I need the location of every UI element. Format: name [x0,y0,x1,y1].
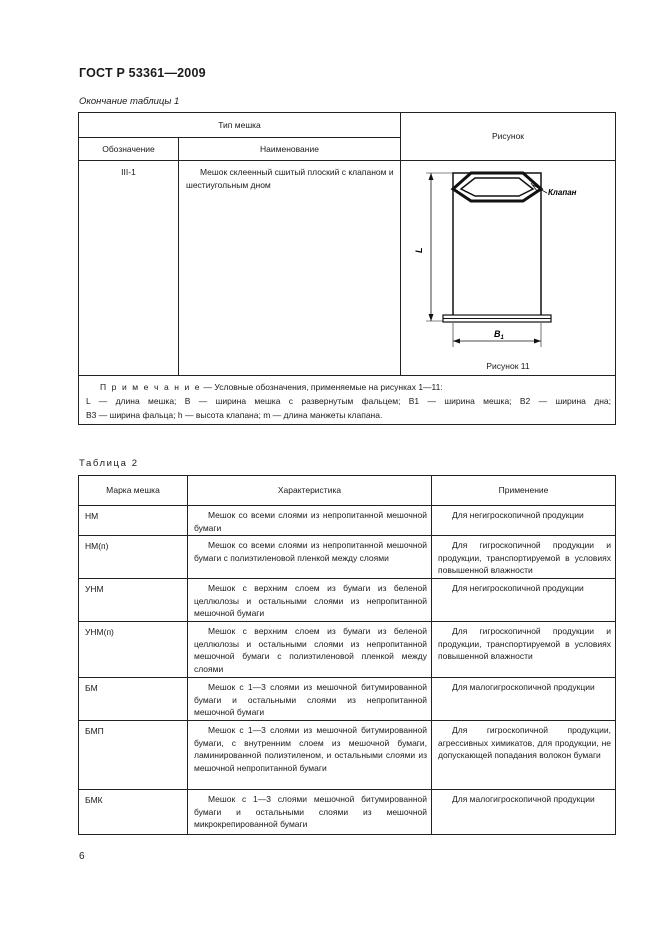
row-app: Для негигроскопичной продукции [432,506,616,536]
row-desc: Мешок со всеми слоями из непропитанной мешочной бумаги [188,506,432,536]
col-name-header: Наименование [179,138,401,161]
row-desc: Мешок с верхним слоем из бумаги из беленой целлюлозы и остальными слоями из непропитанной мешочной бумаги [188,579,432,622]
row-mark: УНМ [79,579,188,622]
table-row [79,622,616,678]
table-2 [78,475,616,835]
row-app: Для негигроскопичной продукции [432,579,616,622]
row-mark: НМ(п) [79,536,188,579]
table-row [79,721,616,790]
col-group-header: Тип мешка [79,113,401,138]
note-lead-text: — Условные обозначения, применяемые на рисунках 1—11: [201,382,443,392]
row-desc: Мешок со всеми слоями из непропитанной мешочной бумаги с полиэтиленовой пленкой между слоями [188,536,432,579]
row-app: Для малогигроскопичной продукции [432,678,616,721]
row-mark: БМК [79,790,188,835]
row-desc: Мешок с 1—3 слоями из мешочной битумированной бумаги и остальными слоями из непропитанной мешочной бумаги [188,678,432,721]
col-mark-header: Марка мешка [79,476,188,506]
row-mark: БМ [79,678,188,721]
table1-note [79,376,616,425]
bag-drawing [401,161,616,376]
callout-label: Клапан [548,188,577,197]
note-defs-line1: L — длина мешка; B — ширина мешка с развернутым фальцем; B1 — ширина мешка; B2 — ширина дна; [86,396,611,406]
dimension-b1-label: $B_1$ [494,329,504,341]
note-defs-line2: B3 — ширина фальца; h — высота клапана; m — длина манжеты клапана. [86,410,383,420]
table-row [79,678,616,721]
figure-cell [401,161,616,376]
row-app: Для гигроскопичной продукции, агрессивных химикатов, для продукции, не допускающей попадания волокон бумаги [432,721,616,790]
row-desc: Мешок с 1—3 слоями мешочной битумированной бумаги и остальными слоями из мешочной микрокрепированной бумаги [188,790,432,835]
row-app: Для гигроскопичной продукции и продукции, транспортируемой в условиях повышенной влажности [432,536,616,579]
row-mark: НМ [79,506,188,536]
table-row [79,579,616,622]
col-figure-header: Рисунок [401,113,616,161]
figure-label: Рисунок 11 [486,360,530,371]
row-desc: Мешок с верхним слоем из бумаги из беленой целлюлозы и остальными слоями из непропитанной мешочной бумаги с полиэтиленовой пленкой между слоями [188,622,432,678]
table2-caption: Таблица 2 [79,458,139,469]
row-app: Для малогигроскопичной продукции [432,790,616,835]
note-lead-word: П р и м е ч а н и е [100,382,202,392]
col-designation-header: Обозначение [79,138,179,161]
table-row [79,506,616,536]
document-header: ГОСТ Р 53361—2009 [79,66,206,80]
col-app-header: Применение [432,476,616,506]
page-number: 6 [79,851,85,862]
row-app: Для гигроскопичной продукции и продукции, транспортируемой в условиях повышенной влажности [432,622,616,678]
table-row [79,536,616,579]
table-1 [78,112,616,425]
row-name: Мешок склеенный сшитый плоский с клапаном и шестиугольным дном [179,161,401,376]
row-mark: БМП [79,721,188,790]
table-row [79,790,616,835]
row-desc: Мешок с 1—3 слоями из мешочной битумированной бумаги, с внутренним слоем из мешочной бумаги, ламинированной полиэтиленом, и остальными слоями из мешочной непропитанной бумаги [188,721,432,790]
dimension-l-label: L [414,247,424,253]
row-designation: III-1 [79,161,179,376]
col-desc-header: Характеристика [188,476,432,506]
table1-caption: Окончание таблицы 1 [79,96,180,107]
row-mark: УНМ(п) [79,622,188,678]
